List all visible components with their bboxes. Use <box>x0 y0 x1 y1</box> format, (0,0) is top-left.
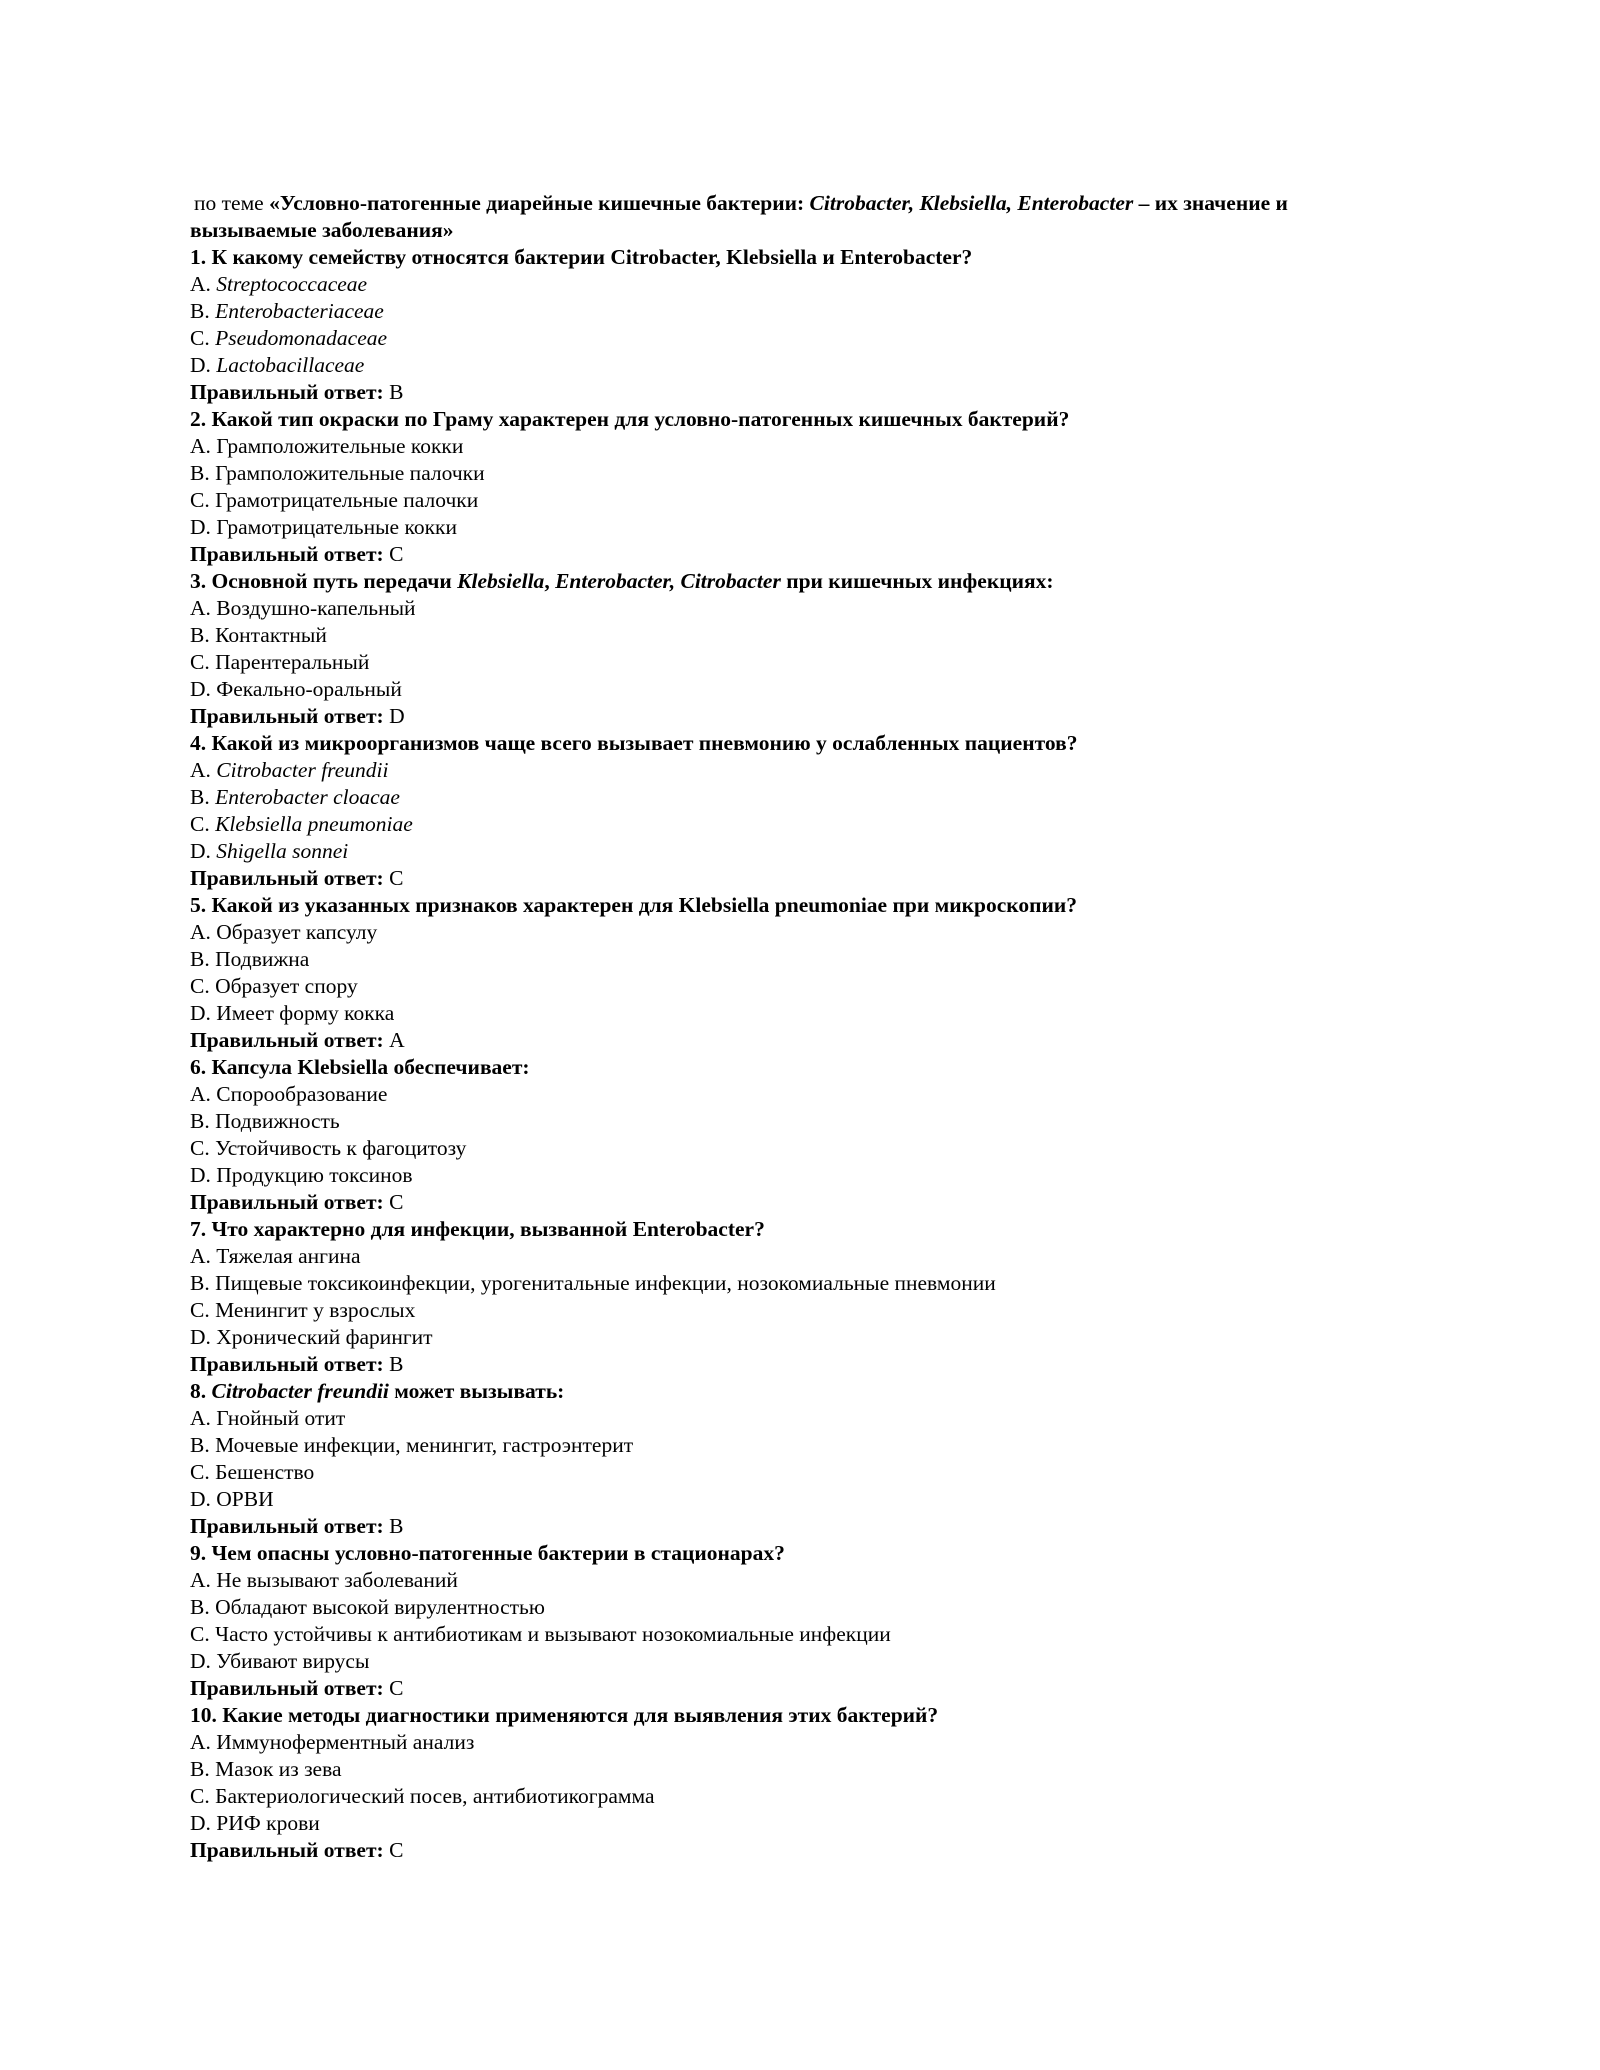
title-prefix: по теме <box>194 191 270 215</box>
correct-answer <box>190 1675 1420 1702</box>
question-text <box>190 1540 1420 1567</box>
option-letter: B. <box>190 947 216 971</box>
question-part: Klebsiella <box>457 569 545 593</box>
option-text: Citrobacter freundii <box>216 758 389 782</box>
correct-answer-label: Правильный ответ: <box>190 1028 384 1052</box>
answer-option <box>190 1756 1420 1783</box>
answer-option <box>190 298 1420 325</box>
option-letter: B. <box>190 785 216 809</box>
question-number: 6. <box>190 1055 212 1079</box>
answer-option <box>190 325 1420 352</box>
option-letter: A. <box>190 920 217 944</box>
answer-option <box>190 622 1420 649</box>
correct-answer-label: Правильный ответ: <box>190 1514 384 1538</box>
title-part: Citrobacter, Klebsiella, Enterobacter <box>809 191 1134 215</box>
question-block <box>190 244 1420 406</box>
option-text: Подвижна <box>215 947 310 971</box>
option-letter: B. <box>190 1271 216 1295</box>
document-title <box>190 190 1420 217</box>
question-number: 9. <box>190 1541 212 1565</box>
option-text: Не вызывают заболеваний <box>216 1568 458 1592</box>
correct-answer-label: Правильный ответ: <box>190 1352 384 1376</box>
correct-answer <box>190 541 1420 568</box>
option-letter: D. <box>190 1811 217 1835</box>
option-text: Воздушно-капельный <box>216 596 416 620</box>
correct-answer-value: C <box>389 1838 404 1862</box>
option-letter: C. <box>190 1460 216 1484</box>
question-part: Какой тип окраски по Граму характерен для условно-патогенных кишечных бактерий? <box>211 407 1070 431</box>
option-letter: C. <box>190 1136 216 1160</box>
correct-answer <box>190 379 1420 406</box>
answer-option <box>190 1459 1420 1486</box>
option-text: Pseudomonadaceae <box>215 326 388 350</box>
question-text <box>190 406 1420 433</box>
correct-answer-value: B <box>389 380 404 404</box>
question-part: Чем опасны условно-патогенные бактерии в стационарах? <box>211 1541 785 1565</box>
correct-answer-value: D <box>389 704 405 728</box>
answer-option <box>190 1648 1420 1675</box>
question-part: Что характерно для инфекции, вызванной Enterobacter? <box>211 1217 765 1241</box>
question-block <box>190 892 1420 1054</box>
option-text: Пищевые токсикоинфекции, урогенитальные инфекции, нозокомиальные пневмонии <box>215 1271 996 1295</box>
question-text <box>190 568 1420 595</box>
correct-answer-label: Правильный ответ: <box>190 1838 384 1862</box>
option-letter: C. <box>190 326 216 350</box>
option-text: Спорообразование <box>216 1082 388 1106</box>
option-text: Enterobacter cloacae <box>215 785 400 809</box>
answer-option <box>190 1324 1420 1351</box>
option-text: Продукцию токсинов <box>216 1163 413 1187</box>
answer-option <box>190 838 1420 865</box>
option-letter: A. <box>190 434 217 458</box>
answer-option <box>190 595 1420 622</box>
correct-answer-label: Правильный ответ: <box>190 380 384 404</box>
correct-answer <box>190 1351 1420 1378</box>
correct-answer-label: Правильный ответ: <box>190 1676 384 1700</box>
option-text: Мочевые инфекции, менингит, гастроэнтерит <box>215 1433 634 1457</box>
option-text: Имеет форму кокка <box>216 1001 395 1025</box>
answer-option <box>190 1081 1420 1108</box>
question-block <box>190 1054 1420 1216</box>
question-part: Какие методы диагностики применяются для выявления этих бактерий? <box>222 1703 939 1727</box>
correct-answer-label: Правильный ответ: <box>190 1190 384 1214</box>
correct-answer <box>190 1513 1420 1540</box>
question-block <box>190 1540 1420 1702</box>
question-number: 3. <box>190 569 212 593</box>
option-text: Shigella sonnei <box>216 839 349 863</box>
option-letter: D. <box>190 1325 217 1349</box>
answer-option <box>190 1297 1420 1324</box>
answer-option <box>190 1135 1420 1162</box>
correct-answer <box>190 1837 1420 1864</box>
correct-answer <box>190 1027 1420 1054</box>
option-text: Обладают высокой вирулентностью <box>215 1595 545 1619</box>
question-part: при кишечных инфекциях: <box>780 569 1054 593</box>
answer-option <box>190 1000 1420 1027</box>
question-text <box>190 892 1420 919</box>
option-text: Грамотрицательные палочки <box>215 488 479 512</box>
question-part: Какой из микроорганизмов чаще всего вызывает пневмонию у ослабленных пациентов? <box>211 731 1078 755</box>
question-text <box>190 1216 1420 1243</box>
question-text <box>190 1702 1420 1729</box>
answer-option <box>190 1405 1420 1432</box>
option-letter: C. <box>190 974 216 998</box>
option-letter: D. <box>190 1163 217 1187</box>
option-text: Парентеральный <box>215 650 370 674</box>
question-part: , <box>544 569 556 593</box>
option-text: Грамположительные палочки <box>215 461 485 485</box>
answer-option <box>190 1594 1420 1621</box>
question-block <box>190 730 1420 892</box>
option-letter: A. <box>190 1730 217 1754</box>
question-part: Капсула Klebsiella обеспечивает: <box>211 1055 530 1079</box>
question-block <box>190 1216 1420 1378</box>
option-text: Подвижность <box>215 1109 340 1133</box>
title-part: – их значение и <box>1133 191 1288 215</box>
answer-option <box>190 1162 1420 1189</box>
answer-option <box>190 649 1420 676</box>
correct-answer-value: C <box>389 542 404 566</box>
answer-option <box>190 1243 1420 1270</box>
option-letter: B. <box>190 1595 216 1619</box>
question-text <box>190 1378 1420 1405</box>
option-text: Хронический фарингит <box>216 1325 433 1349</box>
option-letter: A. <box>190 1082 217 1106</box>
correct-answer-label: Правильный ответ: <box>190 542 384 566</box>
question-number: 8. <box>190 1379 212 1403</box>
option-letter: C. <box>190 650 216 674</box>
question-text <box>190 730 1420 757</box>
option-letter: D. <box>190 677 217 701</box>
option-letter: C. <box>190 812 216 836</box>
correct-answer-label: Правильный ответ: <box>190 866 384 890</box>
answer-option <box>190 1270 1420 1297</box>
option-text: Бактериологический посев, антибиотикограмма <box>215 1784 655 1808</box>
option-text: Менингит у взрослых <box>215 1298 416 1322</box>
question-number: 2. <box>190 407 212 431</box>
option-letter: D. <box>190 353 217 377</box>
question-block <box>190 568 1420 730</box>
option-letter: B. <box>190 1757 216 1781</box>
option-text: Lactobacillaceae <box>216 353 365 377</box>
question-number: 1. <box>190 245 212 269</box>
answer-option <box>190 919 1420 946</box>
option-letter: A. <box>190 1406 217 1430</box>
correct-answer-label: Правильный ответ: <box>190 704 384 728</box>
option-text: Streptococcaceae <box>216 272 368 296</box>
option-letter: D. <box>190 839 217 863</box>
option-text: Klebsiella pneumoniae <box>215 812 413 836</box>
correct-answer-value: C <box>389 1676 404 1700</box>
question-text <box>190 1054 1420 1081</box>
option-text: Мазок из зева <box>215 1757 342 1781</box>
correct-answer-value: C <box>389 1190 404 1214</box>
answer-option <box>190 757 1420 784</box>
option-letter: B. <box>190 1109 216 1133</box>
answer-option <box>190 973 1420 1000</box>
title-part: «Условно-патогенные диарейные кишечные бактерии: <box>269 191 810 215</box>
document-title-line2: вызываемые заболевания» <box>190 218 454 242</box>
option-letter: B. <box>190 461 216 485</box>
option-text: Гнойный отит <box>216 1406 346 1430</box>
option-letter: B. <box>190 1433 216 1457</box>
answer-option <box>190 811 1420 838</box>
option-letter: D. <box>190 1001 217 1025</box>
correct-answer <box>190 703 1420 730</box>
answer-option <box>190 1108 1420 1135</box>
option-text: Enterobacteriaceae <box>215 299 384 323</box>
question-part: Какой из указанных признаков характерен для Klebsiella pneumoniae при микроскопии? <box>211 893 1078 917</box>
option-letter: C. <box>190 1298 216 1322</box>
option-text: Часто устойчивы к антибиотикам и вызывают нозокомиальные инфекции <box>215 1622 891 1646</box>
answer-option <box>190 487 1420 514</box>
option-letter: D. <box>190 1487 217 1511</box>
option-letter: D. <box>190 1649 217 1673</box>
question-block <box>190 1702 1420 1864</box>
answer-option <box>190 352 1420 379</box>
option-text: Грамположительные кокки <box>216 434 464 458</box>
option-letter: C. <box>190 1784 216 1808</box>
correct-answer <box>190 1189 1420 1216</box>
question-part: К какому семейству относятся бактерии Citrobacter, Klebsiella и Enterobacter? <box>211 245 973 269</box>
question-number: 4. <box>190 731 212 755</box>
answer-option <box>190 514 1420 541</box>
answer-option <box>190 946 1420 973</box>
question-text <box>190 244 1420 271</box>
option-letter: B. <box>190 299 216 323</box>
answer-option <box>190 1486 1420 1513</box>
question-block <box>190 406 1420 568</box>
answer-option <box>190 1810 1420 1837</box>
option-letter: A. <box>190 1244 217 1268</box>
answer-option <box>190 271 1420 298</box>
option-letter: D. <box>190 515 217 539</box>
option-letter: A. <box>190 596 217 620</box>
document-page <box>190 190 1420 1864</box>
option-text: Устойчивость к фагоцитозу <box>215 1136 467 1160</box>
answer-option <box>190 1621 1420 1648</box>
title-main <box>269 191 1288 215</box>
option-text: Убивают вирусы <box>216 1649 370 1673</box>
option-text: Грамотрицательные кокки <box>216 515 457 539</box>
option-letter: A. <box>190 1568 217 1592</box>
option-text: Тяжелая ангина <box>216 1244 361 1268</box>
answer-option <box>190 784 1420 811</box>
question-block <box>190 1378 1420 1540</box>
option-letter: C. <box>190 488 216 512</box>
question-part: может вызывать: <box>388 1379 565 1403</box>
answer-option <box>190 1432 1420 1459</box>
correct-answer <box>190 865 1420 892</box>
correct-answer-value: B <box>389 1514 404 1538</box>
option-text: ОРВИ <box>216 1487 274 1511</box>
answer-option <box>190 1783 1420 1810</box>
answer-option <box>190 676 1420 703</box>
answer-option <box>190 1729 1420 1756</box>
option-text: Контактный <box>215 623 327 647</box>
option-text: Фекально-оральный <box>216 677 402 701</box>
correct-answer-value: A <box>389 1028 405 1052</box>
question-number: 10. <box>190 1703 223 1727</box>
answer-option <box>190 460 1420 487</box>
question-number: 7. <box>190 1217 212 1241</box>
option-text: Бешенство <box>215 1460 315 1484</box>
question-part: Enterobacter, Citrobacter <box>555 569 781 593</box>
option-text: Образует капсулу <box>216 920 378 944</box>
question-part: Citrobacter freundii <box>211 1379 389 1403</box>
option-letter: B. <box>190 623 216 647</box>
option-text: Иммуноферментный анализ <box>216 1730 475 1754</box>
option-text: Образует спору <box>215 974 358 998</box>
option-letter: A. <box>190 758 217 782</box>
option-letter: C. <box>190 1622 216 1646</box>
option-letter: A. <box>190 272 217 296</box>
question-list <box>190 244 1420 1864</box>
answer-option <box>190 1567 1420 1594</box>
option-text: РИФ крови <box>216 1811 320 1835</box>
question-number: 5. <box>190 893 212 917</box>
answer-option <box>190 433 1420 460</box>
question-part: Основной путь передачи <box>211 569 458 593</box>
correct-answer-value: C <box>389 866 404 890</box>
correct-answer-value: B <box>389 1352 404 1376</box>
